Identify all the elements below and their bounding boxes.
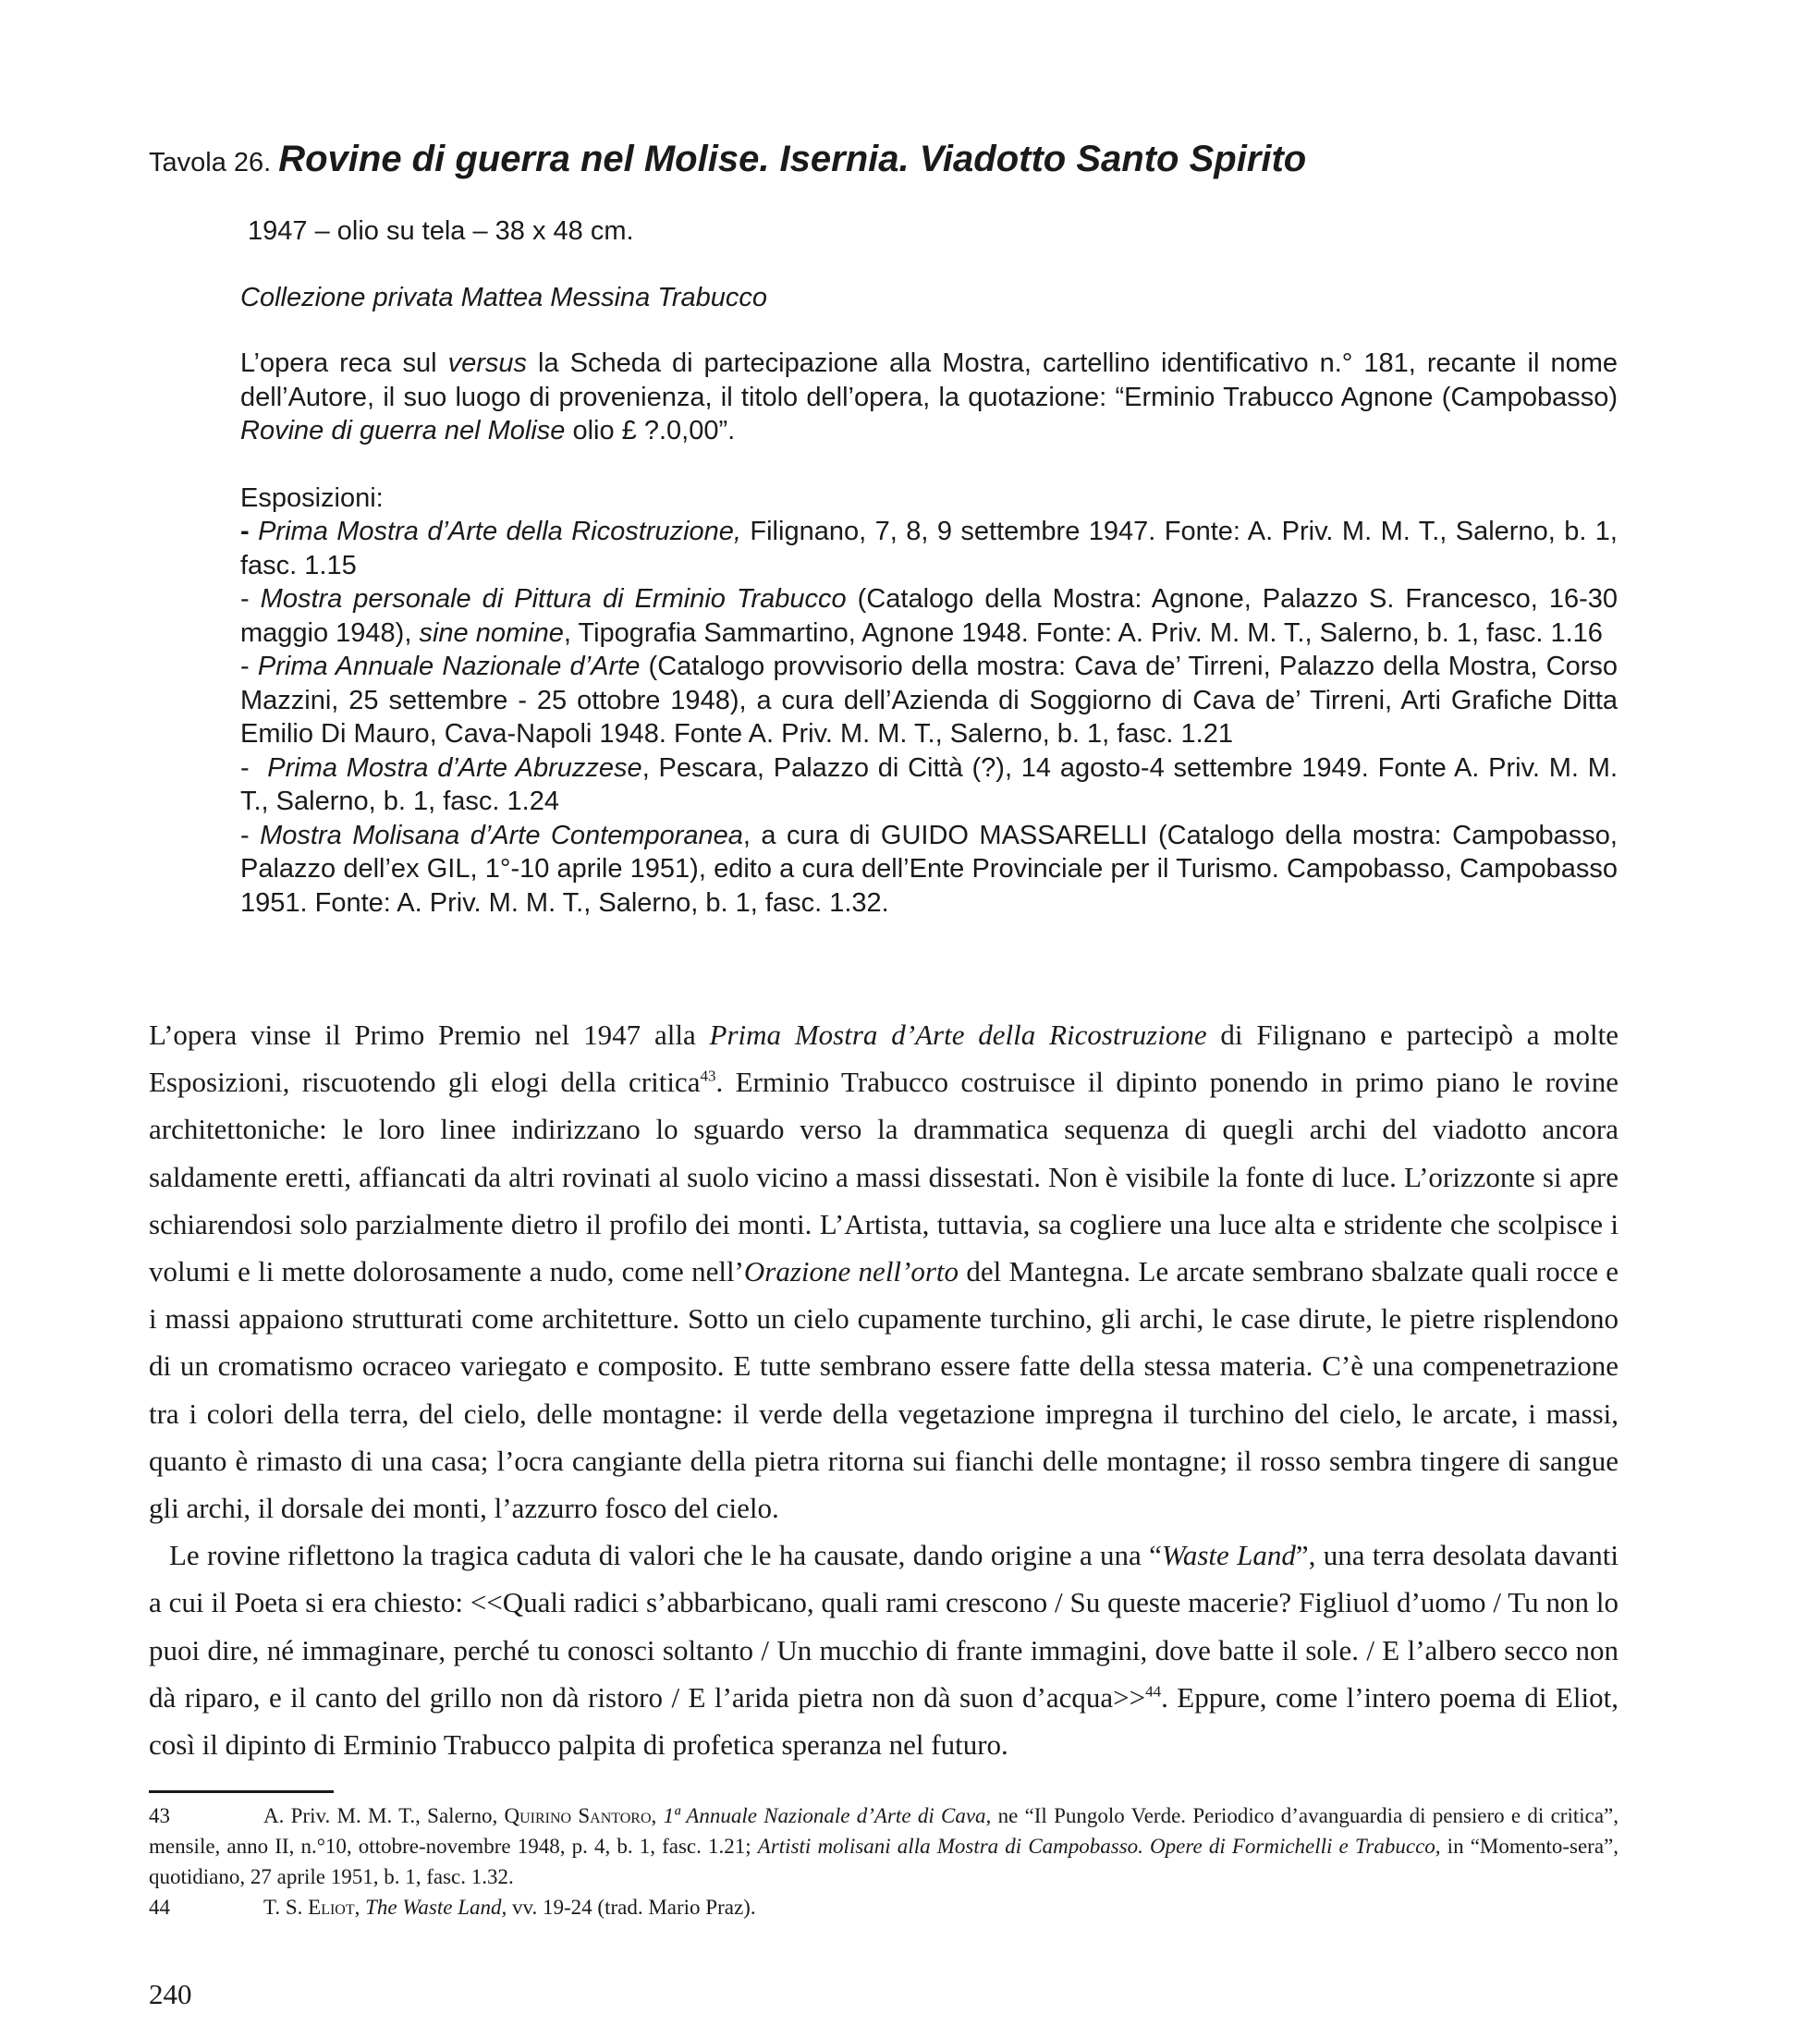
exhibition-dash: - xyxy=(240,652,258,681)
verso-note xyxy=(240,347,1618,448)
collection-line: Collezione privata Mattea Messina Trabucco xyxy=(240,282,768,312)
essay-text: L’opera vinse il Primo Premio nel 1947 alla xyxy=(149,1019,710,1051)
exhibition-title: Prima Mostra d’Arte Abruzzese xyxy=(267,752,642,783)
footnote-author: Quirino Santoro xyxy=(504,1804,652,1827)
page-number: 240 xyxy=(149,1978,192,2010)
essay-text: del Mantegna. Le arcate sembrano sbalzate quali rocce e i massi appaiono strutturati come architetture. Sotto un cielo cupamente turchino, gli archi, le case dirute, le pietre risplendono di un cromatismo ocraceo variegato e composito. E tutte sembrano essere fatte della stessa materia. C’è una compenetrazione tra i colori della terra, del cielo, delle montagne: il verde della vegetazione impregna il turchino del cielo, le arcate, i massi, quanto è rimasto di una casa; l’ocra cangiante della pietra ritorna sui fianchi delle montagne; il rosso sembra tingere di sangue gli archi, il dorsale dei monti, l’azzurro fosco del cielo. xyxy=(149,1255,1619,1525)
exhibition-text: Filignano, 7, 8, 9 settembre 1947. Fonte: A. Priv. M. M. T., Salerno, b. 1, fasc. 1.15 xyxy=(240,517,1618,580)
exhibition-item xyxy=(240,515,1618,582)
exhibition-text: , a cura di GUIDO MASSARELLI (Catalogo della mostra: Campobasso, Palazzo dell’ex GIL, 1°-10 aprile 1951), edito a cura dell’Ente Provinciale per il Turismo. Campobasso, Campobasso 1951. Fonte: A. Priv. M. M. T., Salerno, b. 1, fasc. 1.32. xyxy=(240,820,1618,918)
exhibition-dash: - xyxy=(240,752,268,783)
footnote-text: vv. 19-24 (trad. Mario Praz). xyxy=(507,1896,756,1919)
plate-label: Tavola 26. xyxy=(149,148,272,177)
essay-italic-title: Prima Mostra d’Arte della Ricostruzione xyxy=(709,1019,1207,1051)
exhibition-text: , Pescara, Palazzo di Città (?), 14 agosto-4 settembre 1949. Fonte A. Priv. M. M. T., Salerno, b. 1, fasc. 1.24 xyxy=(240,752,1618,816)
exhibition-item xyxy=(240,650,1618,751)
footnote-italic-title: 1ª Annuale Nazionale d’Arte di Cava, xyxy=(663,1804,992,1827)
essay-text: ”, una terra desolata davanti a cui il Poeta si era chiesto: <<Quali radici s’abbarbicano, quali rami crescono / Su queste macerie? Figliuol d’uomo / Tu non lo puoi dire, né immaginare, perché tu conosci soltanto / Un mucchio di frante immagini, dove batte il sole. / E l’albero secco non dà riparo, e il canto del grillo non dà ristoro / E l’arida pietra non dà suon d’acqua>> xyxy=(149,1539,1619,1714)
exhibition-dash: - xyxy=(240,517,259,546)
essay-text: . Eppure, come l’intero poema di Eliot, così il dipinto di Erminio Trabucco palpita di profetica speranza nel futuro. xyxy=(149,1680,1618,1762)
exhibitions-heading: Esposizioni: xyxy=(240,482,384,513)
exhibition-item xyxy=(240,819,1618,921)
exhibition-text: (Catalogo della Mostra: Agnone, Palazzo S. Francesco, 16-30 maggio 1948), xyxy=(240,584,1618,648)
exhibition-title: Prima Mostra d’Arte della Ricostruzione, xyxy=(258,517,741,546)
footnote-text: , xyxy=(651,1804,664,1827)
exhibition-dash: - xyxy=(240,820,261,850)
footnote-text: T. S. xyxy=(263,1896,309,1919)
footnote-italic-title: Artisti molisani alla Mostra di Campobasso. Opere di Formichelli e Trabucco xyxy=(757,1835,1435,1858)
footnote-separator xyxy=(149,1790,334,1793)
verso-text: la Scheda di partecipazione alla Mostra, cartellino identificativo n.° 181, recante il nome dell’Autore, il suo luogo di provenienza, il titolo dell’opera, la quotazione: “Erminio Trabucco Agnone (Campobasso) xyxy=(240,348,1618,412)
verso-text: L’opera reca sul xyxy=(240,348,448,378)
footnote xyxy=(149,1892,1618,1922)
essay-paragraph xyxy=(149,1532,1618,1768)
footnote-number: 43 xyxy=(149,1804,170,1827)
plate-heading xyxy=(149,139,1628,180)
exhibition-title: Prima Annuale Nazionale d’Arte xyxy=(257,652,641,681)
exhibition-title: Mostra Molisana d’Arte Contemporanea xyxy=(260,820,743,850)
exhibition-dash: - xyxy=(240,584,261,614)
footnote-author: Eliot xyxy=(308,1896,355,1919)
exhibition-item xyxy=(240,751,1618,819)
exhibition-italic: sine nomine xyxy=(419,617,564,648)
essay-text: Le rovine riflettono la tragica caduta di valori che le ha causate, dando origine a una “ xyxy=(169,1539,1162,1572)
verso-italic-title: Rovine di guerra nel Molise xyxy=(240,416,566,445)
catalog-entry xyxy=(240,214,1618,920)
exhibition-item xyxy=(240,582,1618,650)
technique-line: 1947 – olio su tela – 38 x 48 cm. xyxy=(248,216,634,246)
footnote-ref[interactable]: 43 xyxy=(700,1067,716,1085)
exhibition-text: , Tipografia Sammartino, Agnone 1948. Fonte: A. Priv. M. M. T., Salerno, b. 1, fasc. 1.16 xyxy=(563,617,1603,648)
footnote-text: , xyxy=(354,1896,366,1919)
essay-body xyxy=(149,1011,1618,1768)
footnote xyxy=(149,1800,1618,1892)
footnotes xyxy=(149,1800,1618,1922)
exhibition-title: Mostra personale di Pittura di Erminio Trabucco xyxy=(260,584,847,614)
footnote-number: 44 xyxy=(149,1896,170,1919)
essay-paragraph xyxy=(149,1011,1618,1532)
verso-italic: versus xyxy=(447,348,528,378)
essay-italic-title: Orazione nell’orto xyxy=(743,1255,959,1288)
footnote-italic-title: The Waste Land, xyxy=(365,1896,507,1919)
footnote-text: , in “Momento-sera”, quotidiano, 27 aprile 1951, b. 1, fasc. 1.32. xyxy=(149,1835,1618,1888)
essay-italic-title: Waste Land xyxy=(1161,1539,1296,1572)
essay-text: di Filignano e partecipò a molte Esposizioni, riscuotendo gli elogi della critica xyxy=(149,1019,1618,1099)
footnote-text: A. Priv. M. M. T., Salerno, xyxy=(263,1804,505,1827)
verso-text: olio £ ?.0,00”. xyxy=(565,416,736,445)
footnote-text: ne “Il Pungolo Verde. Periodico d’avanguardia di pensiero e di critica”, mensile, anno II, n.°10, ottobre-novembre 1948, p. 4, b. 1, fasc. 1.21; xyxy=(149,1804,1619,1858)
essay-text: . Erminio Trabucco costruisce il dipinto ponendo in primo piano le rovine architettoniche: le loro linee indirizzano lo sguardo verso la drammatica sequenza di quegli archi del viadotto ancora saldamente eretti, affiancati da altri rovinati al suolo vicino a massi dissestati. Non è visibile la fonte di luce. L’orizzonte si apre schiarendosi solo parzialmente dietro il profilo dei monti. L’Artista, tuttavia, sa cogliere una luce alta e stridente che scolpisce i volumi e li mette dolorosamente a nudo, come nell’ xyxy=(149,1066,1618,1288)
exhibition-text: (Catalogo provvisorio della mostra: Cava de’ Tirreni, Palazzo della Mostra, Corso Mazzini, 25 settembre - 25 ottobre 1948), a cura dell’Azienda di Soggiorno di Cava de’ Tirreni, Arti Grafiche Ditta Emilio Di Mauro, Cava-Napoli 1948. Fonte A. Priv. M. M. T., Salerno, b. 1, fasc. 1.21 xyxy=(240,652,1618,749)
plate-title: Rovine di guerra nel Molise. Isernia. Viadotto Santo Spirito xyxy=(278,139,1307,179)
footnote-ref[interactable]: 44 xyxy=(1145,1682,1162,1701)
